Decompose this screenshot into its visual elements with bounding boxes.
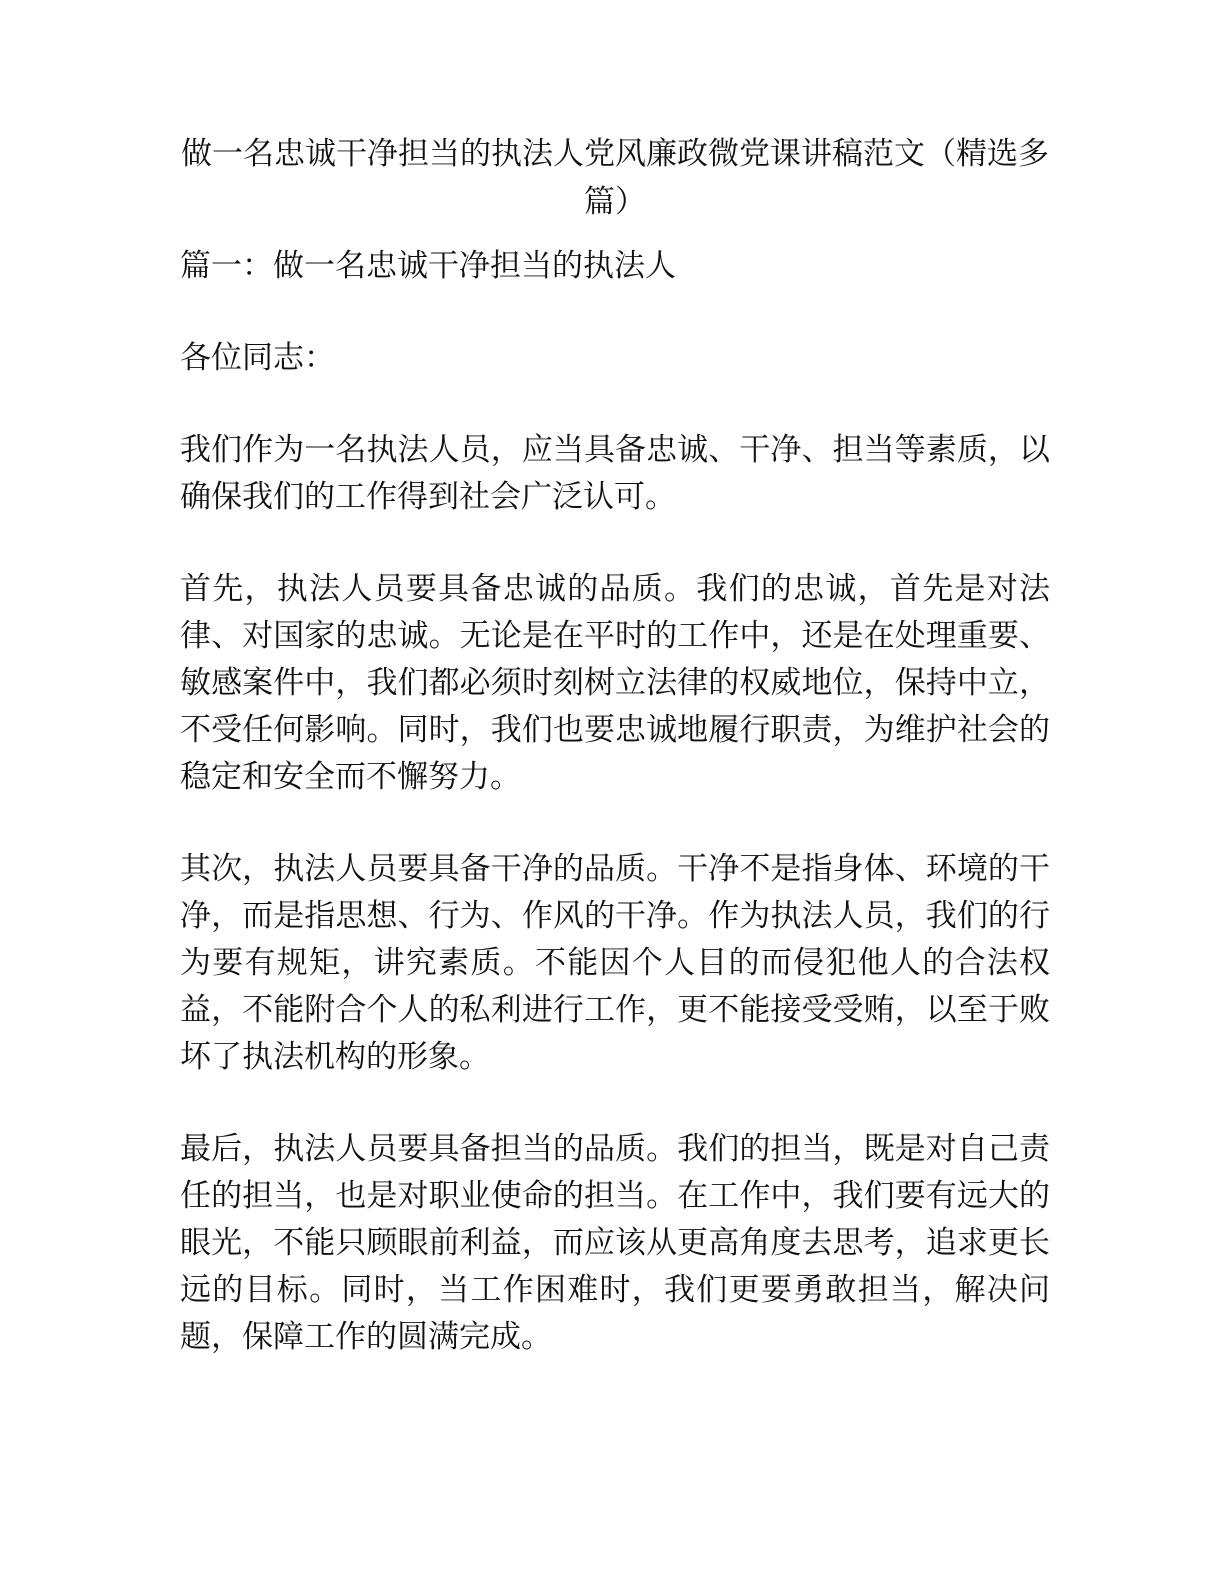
section-heading: 篇一：做一名忠诚干净担当的执法人 (180, 248, 676, 284)
document-title: 做一名忠诚干净担当的执法人党风廉政微党课讲稿范文（精选多篇） (181, 136, 1049, 220)
paragraph-responsibility: 最后，执法人员要具备担当的品质。我们的担当，既是对自己责任的担当，也是对职业使命的担当。在工作中，我们要有远大的眼光，不能只顾眼前利益，而应该从更高角度去思考，追求更长远的目标。同时，当工作困难时，我们更要勇敢担当，解决问题，保障工作的圆满完成。 (180, 1131, 1050, 1355)
paragraph-loyalty: 首先，执法人员要具备忠诚的品质。我们的忠诚，首先是对法律、对国家的忠诚。无论是在平时的工作中，还是在处理重要、敏感案件中，我们都必须时刻树立法律的权威地位，保持中立，不受任何影响。同时，我们也要忠诚地履行职责，为维护社会的稳定和安全而不懈努力。 (180, 571, 1050, 795)
paragraph-intro: 我们作为一名执法人员，应当具备忠诚、干净、担当等素质，以确保我们的工作得到社会广泛认可。 (180, 432, 1050, 515)
document-body (180, 130, 1050, 1406)
paragraph-integrity: 其次，执法人员要具备干净的品质。干净不是指身体、环境的干净，而是指思想、行为、作风的干净。作为执法人员，我们的行为要有规矩，讲究素质。不能因个人目的而侵犯他人的合法权益，不能附合个人的私利进行工作，更不能接受受贿，以至于败坏了执法机构的形象。 (180, 851, 1050, 1075)
salutation: 各位同志： (180, 340, 335, 376)
